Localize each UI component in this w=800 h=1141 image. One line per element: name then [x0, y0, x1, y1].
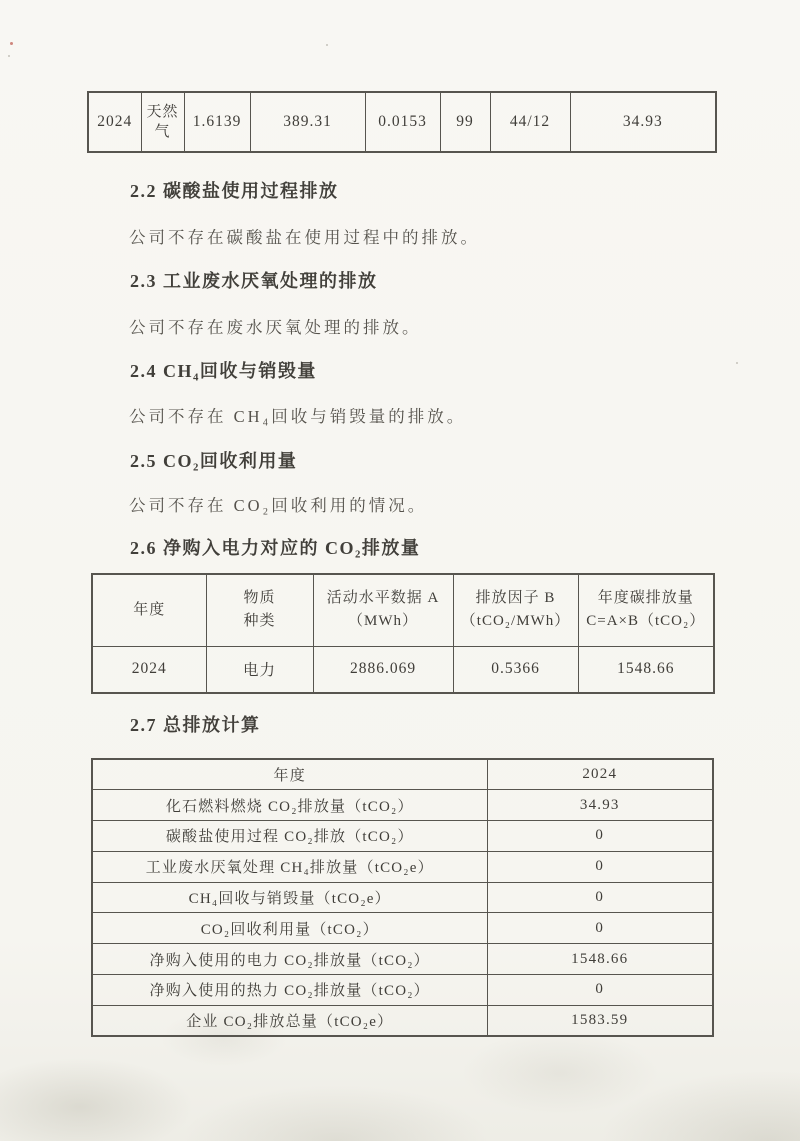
- electricity-emission-table: [91, 573, 715, 694]
- row-label: 碳酸盐使用过程 CO₂排放（tCO₂）: [92, 821, 487, 852]
- section-paragraph-2-5: 公司不存在 CO₂回收利用的情况。: [129, 496, 428, 515]
- table-row: [92, 944, 713, 975]
- fuel-emission-cell: 34.93: [570, 92, 716, 152]
- fuel-year-cell: 2024: [88, 92, 141, 152]
- elec-activity-cell: 2886.069: [313, 646, 453, 693]
- row-label: CH₄回收与销毁量（tCO₂e）: [92, 882, 487, 913]
- row-label: 工业废水厌氧处理 CH₄排放量（tCO₂e）: [92, 851, 487, 882]
- section-paragraph-2-4: 公司不存在 CH₄回收与销毁量的排放。: [129, 407, 467, 426]
- fuel-conversion-cell: 44/12: [490, 92, 570, 152]
- fuel-consumption-cell: 1.6139: [184, 92, 250, 152]
- fuel-carbon-content-cell: 0.0153: [365, 92, 440, 152]
- scan-speck: [326, 44, 328, 46]
- total-emission-table: [91, 758, 714, 1037]
- table-row: [92, 821, 713, 852]
- table-row: [92, 759, 713, 790]
- elec-substance-cell: 电力: [206, 646, 313, 693]
- header-year: 年度: [92, 574, 206, 646]
- elec-emission-cell: 1548.66: [578, 646, 714, 693]
- electricity-table-data-row: [92, 646, 714, 693]
- table-row: [92, 975, 713, 1006]
- header-activity-data: 活动水平数据 A （MWh）: [313, 574, 453, 646]
- fuel-heat-value-cell: 389.31: [250, 92, 365, 152]
- row-value: 0: [487, 975, 713, 1006]
- fuel-combustion-table: [87, 91, 717, 153]
- elec-year-cell: 2024: [92, 646, 206, 693]
- row-value: 1583.59: [487, 1005, 713, 1036]
- row-value: 2024: [487, 759, 713, 790]
- section-paragraph-2-3: 公司不存在废水厌氧处理的排放。: [129, 318, 422, 337]
- row-label: 化石燃料燃烧 CO₂排放量（tCO₂）: [92, 790, 487, 821]
- row-value: 34.93: [487, 790, 713, 821]
- scan-speck: [10, 42, 13, 45]
- header-substance: 物质 种类: [206, 574, 313, 646]
- table-row: [92, 882, 713, 913]
- row-label: 净购入使用的热力 CO₂排放量（tCO₂）: [92, 975, 487, 1006]
- fuel-table-row: [88, 92, 716, 152]
- elec-factor-cell: 0.5366: [453, 646, 578, 693]
- row-label: CO₂回收利用量（tCO₂）: [92, 913, 487, 944]
- table-row: [92, 1005, 713, 1036]
- row-value: 0: [487, 913, 713, 944]
- section-heading-2-5: 2.5 CO₂回收利用量: [130, 451, 298, 471]
- section-heading-2-3: 2.3 工业废水厌氧处理的排放: [130, 271, 378, 291]
- row-value: 1548.66: [487, 944, 713, 975]
- section-paragraph-2-2: 公司不存在碳酸盐在使用过程中的排放。: [129, 228, 480, 247]
- table-row: [92, 790, 713, 821]
- fuel-oxidation-cell: 99: [440, 92, 490, 152]
- scan-speck: [8, 55, 10, 57]
- section-heading-2-2: 2.2 碳酸盐使用过程排放: [130, 181, 339, 201]
- fuel-name-cell: [141, 92, 184, 152]
- row-value: 0: [487, 821, 713, 852]
- header-emission-factor: 排放因子 B （tCO₂/MWh）: [453, 574, 578, 646]
- electricity-table-header-row: [92, 574, 714, 646]
- section-heading-2-6: 2.6 净购入电力对应的 CO₂排放量: [130, 538, 421, 558]
- section-heading-2-7: 2.7 总排放计算: [130, 715, 261, 735]
- row-value: 0: [487, 882, 713, 913]
- row-label: 企业 CO₂排放总量（tCO₂e）: [92, 1005, 487, 1036]
- section-heading-2-4: 2.4 CH₄回收与销毁量: [130, 361, 317, 381]
- row-value: 0: [487, 851, 713, 882]
- row-label: 净购入使用的电力 CO₂排放量（tCO₂）: [92, 944, 487, 975]
- scan-speck: [736, 362, 738, 364]
- table-row: [92, 851, 713, 882]
- fuel-name-line2: 气: [154, 124, 171, 140]
- fuel-name-line1: 天然: [146, 103, 179, 120]
- header-annual-emission: 年度碳排放量 C=A×B（tCO₂）: [578, 574, 714, 646]
- table-row: [92, 913, 713, 944]
- row-label: 年度: [92, 759, 487, 790]
